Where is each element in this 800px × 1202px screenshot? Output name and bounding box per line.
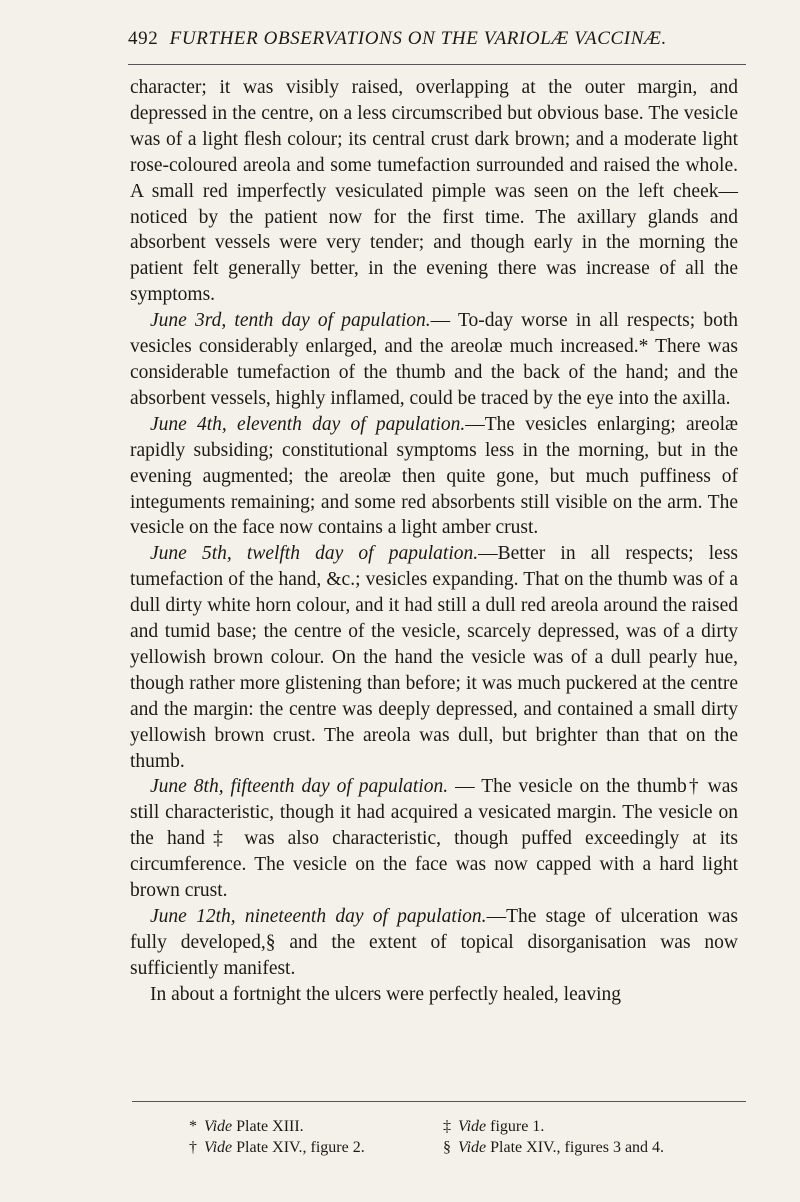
- footnote-symbol: §: [443, 1139, 451, 1156]
- paragraph-june-12: [130, 904, 738, 982]
- running-title: FURTHER OBSERVATIONS ON THE VARIOLÆ VACCINÆ.: [169, 28, 667, 49]
- footnote-vide: Vide: [458, 1139, 487, 1156]
- footnote-symbol: ‡: [443, 1118, 451, 1135]
- paragraph-fortnight: [130, 982, 738, 1008]
- footnote-text: Plate XIII.: [236, 1118, 304, 1135]
- paragraph-text: — To-day worse in all respects; both vesicles considerably enlarged, and the areolæ much increased.* There was considerable tumefaction of the thumb and the back of the hand; and the absorbent vessels, highly inflamed, could be traced by the eye into the axilla.: [130, 310, 738, 409]
- footnote-text: figure 1.: [490, 1118, 545, 1135]
- footnotes-left: [186, 1116, 426, 1158]
- footnote: [186, 1137, 426, 1158]
- footnote-vide: Vide: [204, 1139, 233, 1156]
- paragraph-lead: June 5th, twelfth day of papulation.: [150, 543, 479, 565]
- paragraph-continuation: [130, 75, 738, 308]
- page-number: 492: [128, 28, 159, 49]
- paragraph-lead: June 8th, fifteenth day of papulation.: [150, 776, 449, 798]
- paragraph-june-3: [130, 308, 738, 412]
- paragraph-lead: June 4th, eleventh day of papulation.: [150, 413, 466, 435]
- footnote-symbol: *: [189, 1118, 197, 1135]
- body-text: [130, 75, 738, 1008]
- paragraph-text: —The stage of ulceration was fully developed,§ and the extent of topical disorganisation was now sufficiently manifest.: [130, 906, 738, 979]
- header-rule: [128, 64, 746, 65]
- footnote-vide: Vide: [458, 1118, 487, 1135]
- paragraph-text: — The vesicle on the thumb† was still characteristic, though it had acquired a vesicated margin. The vesicle on the hand‡ was also characteristic, though puffed exceedingly at its circumference. The vesicle on the face was now capped with a hard light brown crust.: [130, 776, 739, 902]
- footnote-rule: [132, 1101, 746, 1102]
- footnote: [440, 1137, 740, 1158]
- paragraph-text: In about a fortnight the ulcers were perfectly healed, leaving: [150, 983, 622, 1005]
- paragraph-june-8: [130, 774, 738, 904]
- footnote-text: Plate XIV., figure 2.: [236, 1139, 365, 1156]
- paragraph-lead: June 3rd, tenth day of papulation.: [150, 310, 431, 332]
- footnotes-right: [440, 1116, 740, 1158]
- footnote: [440, 1116, 740, 1137]
- paragraph-june-5: [130, 541, 738, 774]
- paragraph-text: —The vesicles enlarging; areolæ rapidly subsiding; constitutional symptoms less in the morning, but in the evening augmented; the areolæ then quite gone, but much puffiness of integuments remaining; and some red absorbents still visible on the arm. The vesicle on the face now contains a light amber crust.: [130, 413, 738, 539]
- running-header: [128, 28, 748, 50]
- footnote: [186, 1116, 426, 1137]
- footnote-vide: Vide: [204, 1118, 233, 1135]
- paragraph-text: character; it was visibly raised, overlapping at the outer margin, and depressed in the centre, on a less circumscribed but obvious base. The vesicle was of a light flesh colour; its central crust dark brown; and a moderate light rose-coloured areola and some tumefaction surrounded and raised the whole. A small red imperfectly vesiculated pimple was seen on the left cheek—noticed by the patient now for the first time. The axillary glands and absorbent vessels were very tender; and though early in the morning the patient felt generally better, in the evening there was increase of all the symptoms.: [130, 77, 738, 306]
- footnote-text: Plate XIV., figures 3 and 4.: [490, 1139, 665, 1156]
- footnote-symbol: †: [189, 1139, 197, 1156]
- paragraph-text: —Better in all respects; less tumefaction of the hand, &c.; vesicles expanding. That on the thumb was of a dull dirty white horn colour, and it had still a dull red areola around the raised and tumid base; the centre of the vesicle, scarcely depressed, was of a dirty yellowish brown colour. On the hand the vesicle was of a dull pearly hue, though rather more glistening than before; it was much puckered at the centre and the margin: the centre was deeply depressed, and contained a small dirty yellowish brown crust. The areola was dull, but brighter than that on the thumb.: [130, 543, 738, 772]
- paragraph-lead: June 12th, nineteenth day of papulation.: [150, 906, 487, 927]
- paragraph-june-4: [130, 412, 738, 542]
